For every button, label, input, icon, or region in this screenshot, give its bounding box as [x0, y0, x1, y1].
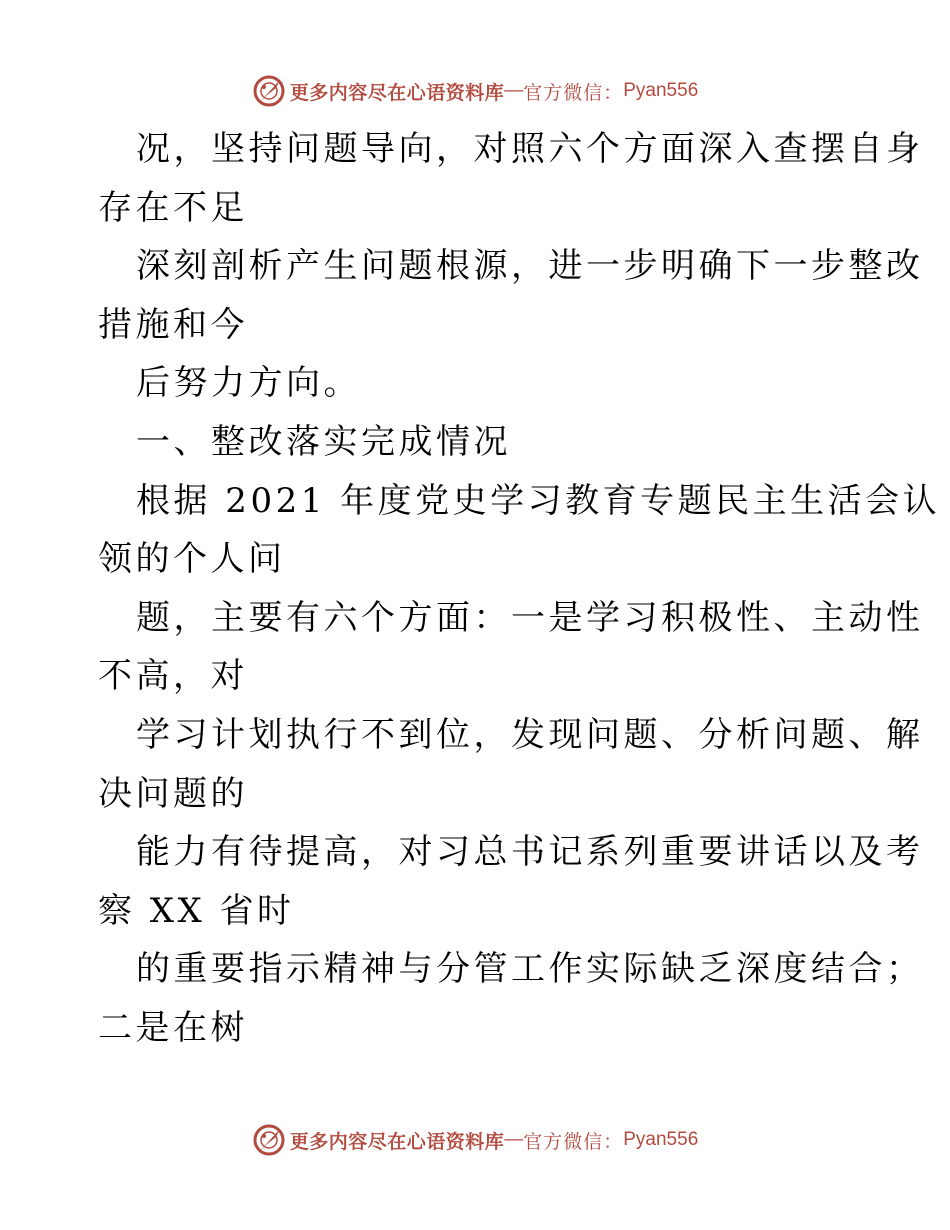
header-account-label: 官方微信： — [523, 81, 624, 104]
header-slogan: 更多内容尽在心语资料库 — [289, 81, 505, 104]
text-line: 察 XX 省时 — [98, 890, 295, 931]
text-line: 措施和今 — [98, 304, 248, 345]
quill-seal-icon — [252, 1123, 286, 1157]
text-line: 题，主要有六个方面：一是学习积极性、主动性 — [136, 597, 924, 638]
text-line: 存在不足 — [98, 187, 248, 228]
quill-seal-icon — [252, 74, 286, 108]
body-text — [98, 120, 941, 1058]
footer-separator: — — [504, 1129, 524, 1150]
text-line: 学习计划执行不到位，发现问题、分析问题、解 — [136, 714, 924, 755]
text-line: 后努力方向。 — [136, 363, 361, 404]
text-line: 深刻剖析产生问题根源，进一步明确下一步整改 — [136, 246, 924, 287]
text-line: 根据 2021 年度党史学习教育专题民主生活会认 — [136, 480, 941, 521]
footer-slogan: 更多内容尽在心语资料库 — [289, 1130, 505, 1153]
text-line: 况，坚持问题导向，对照六个方面深入查摆自身 — [136, 129, 924, 169]
header-banner — [0, 71, 950, 111]
footer-account-id: Pyan556 — [623, 1129, 699, 1150]
text-line: 能力有待提高，对习总书记系列重要讲话以及考 — [136, 832, 924, 873]
text-line: 一、整改落实完成情况 — [136, 421, 511, 462]
header-separator: — — [504, 80, 524, 101]
text-line: 二是在树 — [98, 1007, 248, 1048]
text-line: 领的个人问 — [98, 539, 286, 580]
header-account-id: Pyan556 — [623, 80, 699, 101]
text-line: 不高，对 — [98, 656, 248, 697]
footer-banner — [0, 1120, 950, 1160]
text-line: 决问题的 — [98, 773, 248, 814]
footer-account-label: 官方微信： — [523, 1130, 624, 1153]
text-line: 的重要指示精神与分管工作实际缺乏深度结合； — [136, 949, 924, 990]
